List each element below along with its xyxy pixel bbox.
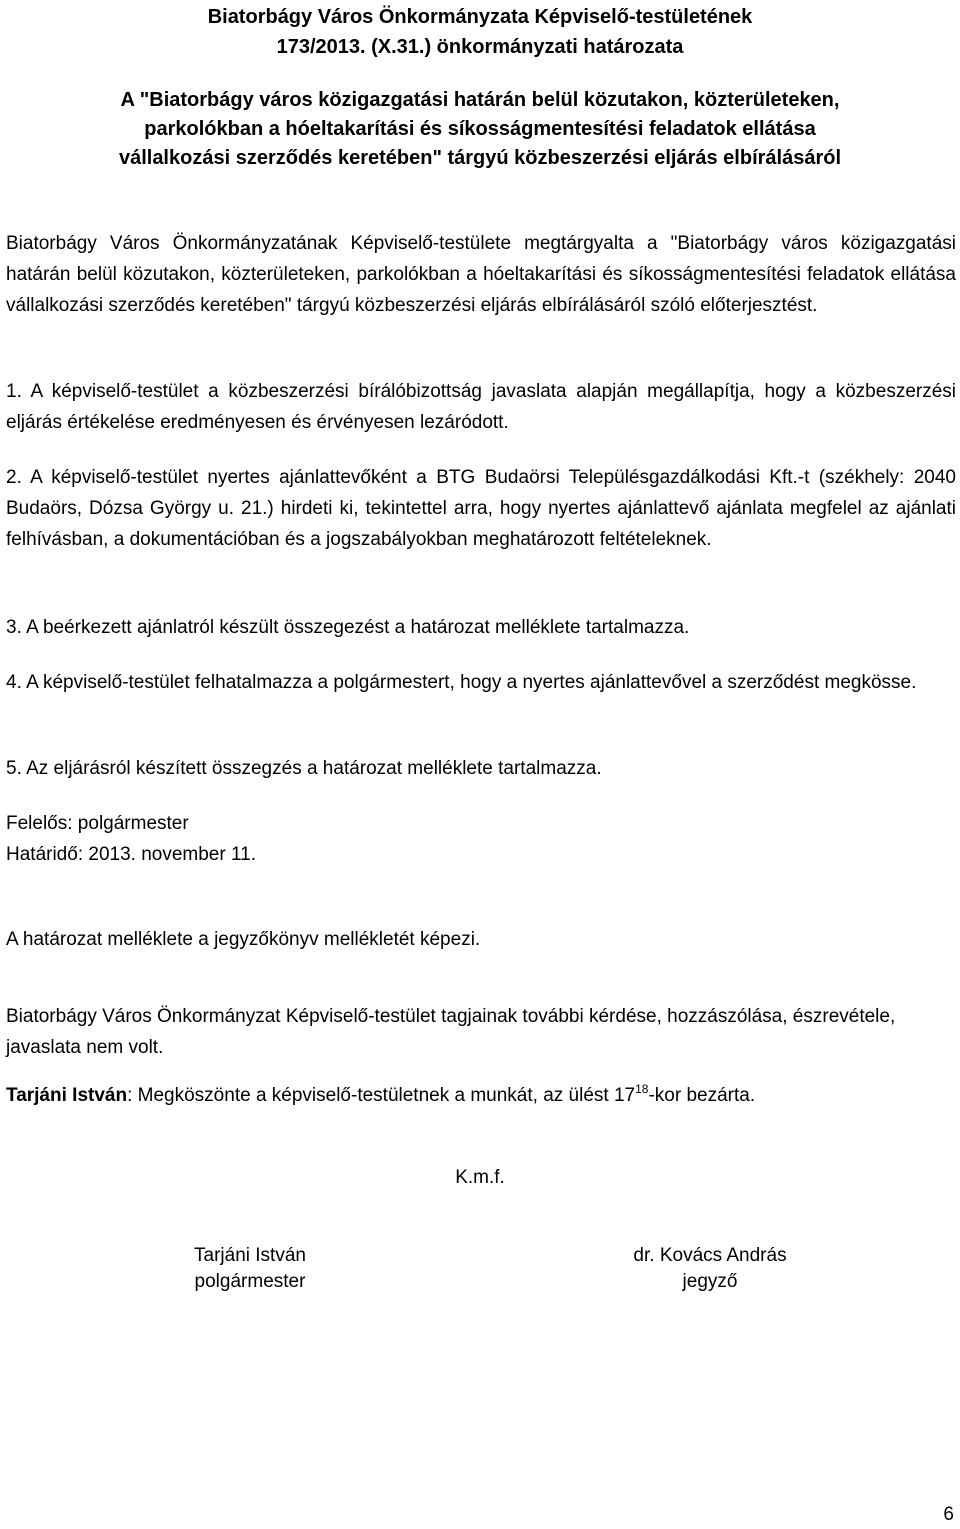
signature-mayor <box>150 1243 350 1295</box>
intro-paragraph: Biatorbágy Város Önkormányzatának Képviselő-testülete megtárgyalta a "Biatorbágy város közigazgatási határán belül közutakon, közterületeken, parkolókban a hóeltakarítási és síkosságmentesítési feladatok ellátása vállalkozási szerződés keretében" tárgyú közbeszerzési eljárás elbírálásáról szóló előterjesztést. <box>6 233 956 316</box>
closing-text-end: -kor bezárta. <box>648 1085 756 1106</box>
header-line-2: 173/2013. (X.31.) önkormányzati határozata <box>276 36 684 58</box>
closing-text: : Megköszönte a képviselő-testületnek a munkát, az ülést 17 <box>127 1085 636 1106</box>
subject-line-3: vállalkozási szerződés keretében" tárgyú közbeszerzési eljárás elbírálásáról <box>118 147 842 169</box>
signature-name: Tarjáni István <box>194 1245 306 1266</box>
closing-statement <box>6 1080 755 1111</box>
signature-role: polgármester <box>194 1271 306 1292</box>
no-questions-paragraph: Biatorbágy Város Önkormányzat Képviselő-testület tagjainak további kérdése, hozzászólása, észrevétele, javaslata nem volt. <box>6 1006 896 1058</box>
signature-name: dr. Kovács András <box>633 1245 787 1266</box>
page-number: 6 <box>943 1504 954 1525</box>
subject-line-1: A "Biatorbágy város közigazgatási határán belül közutakon, közterületeken, <box>120 89 840 111</box>
document-header <box>0 2 960 62</box>
kmf-label: K.m.f. <box>455 1167 505 1188</box>
point-4: 4. A képviselő-testület felhatalmazza a polgármestert, hogy a nyertes ajánlattevővel a szerződést megkösse. <box>6 672 917 693</box>
point-2: 2. A képviselő-testület nyertes ajánlattevőként a BTG Budaörsi Településgazdálkodási Kft.-t (székhely: 2040 Budaörs, Dózsa György u. 21.) hirdeti ki, tekintettel arra, hogy nyertes ajánlattevő ajánlata megfelel az ajánlati felhívásban, a dokumentációban és a jogszabályokban meghatározott feltételeknek. <box>6 467 956 550</box>
responsible-line: Felelős: polgármester <box>6 813 189 834</box>
closing-speaker: Tarjáni István <box>6 1085 128 1106</box>
signature-notary <box>580 1243 840 1295</box>
closing-time-superscript: 18 <box>635 1082 649 1096</box>
point-3: 3. A beérkezett ajánlatról készült összegezést a határozat melléklete tartalmazza. <box>6 617 690 638</box>
deadline-line: Határidő: 2013. november 11. <box>6 844 256 865</box>
header-line-1: Biatorbágy Város Önkormányzata Képviselő-testületének <box>207 6 753 28</box>
point-5: 5. Az eljárásról készített összegzés a határozat melléklete tartalmazza. <box>6 758 602 779</box>
signature-role: jegyző <box>682 1271 738 1292</box>
subject-line-2: parkolókban a hóeltakarítási és síkosságmentesítési feladatok ellátása <box>144 118 816 140</box>
point-1: 1. A képviselő-testület a közbeszerzési bírálóbizottság javaslata alapján megállapítja, hogy a közbeszerzési eljárás értékelése eredményesen és érvényesen lezáródott. <box>6 381 956 433</box>
resolution-subject <box>0 86 960 173</box>
annex-note: A határozat melléklete a jegyzőkönyv mellékletét képezi. <box>6 929 481 950</box>
